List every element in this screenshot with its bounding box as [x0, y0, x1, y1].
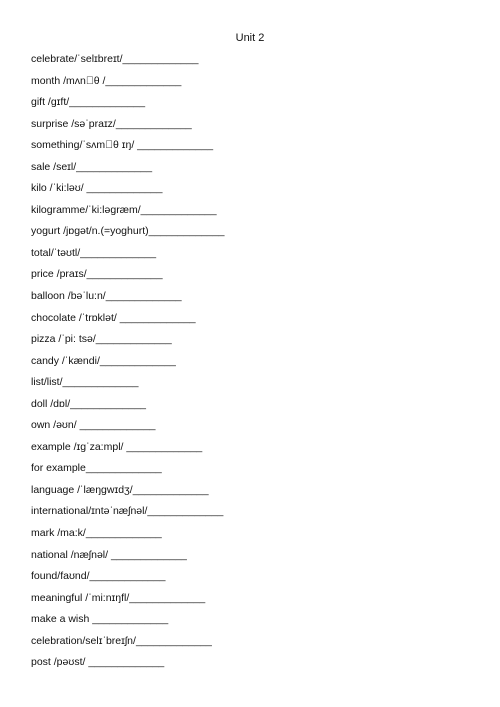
vocab-entry: found/faʊnd/_____________ — [31, 570, 166, 583]
vocab-entry: post /pəʊst/ _____________ — [31, 656, 165, 669]
vocab-entry: meaningful /ˈmi:nɪŋfl/_____________ — [31, 591, 206, 604]
vocab-entry: mark /ma:k/_____________ — [31, 527, 162, 540]
vocab-entry: international/ɪntəˈnæʃnəl/_____________ — [31, 505, 224, 518]
vocab-entry: national /næʃnəl/ _____________ — [31, 548, 187, 561]
vocab-entry: chocolate /ˈtrɒklət/ _____________ — [31, 311, 196, 324]
vocab-entry: price /praɪs/_____________ — [31, 268, 163, 281]
vocab-entry: month /mʌn θ /_____________ — [31, 74, 182, 87]
vocab-entry: kilo /ˈki:ləʊ/ _____________ — [31, 182, 163, 195]
vocab-entry: gift /gɪft/_____________ — [31, 96, 146, 109]
vocab-entry: surprise /səˈpraɪz/_____________ — [31, 117, 192, 130]
vocab-entry: make a wish _____________ — [31, 613, 169, 626]
vocab-entry: own /əʊn/ _____________ — [31, 419, 156, 432]
vocab-entry: balloon /bəˈlu:n/_____________ — [31, 290, 182, 303]
vocab-entry: celebration/selɪˈbreɪʃn/_____________ — [31, 634, 212, 647]
vocab-entry: candy /ˈkændi/_____________ — [31, 354, 176, 367]
vocab-entry: kilogramme/ˈki:ləgræm/_____________ — [31, 203, 217, 216]
vocab-entry: total/ˈtəʊtl/_____________ — [31, 246, 157, 259]
vocab-entry: yogurt /jɒgət/n.(=yoghurt)_____________ — [31, 225, 225, 238]
vocab-entry: something/ˈsʌm θ ɪŋ/ _____________ — [31, 139, 214, 152]
vocab-entry: example /ɪgˈza:mpl/ _____________ — [31, 440, 203, 453]
page-title: Unit 2 — [235, 32, 265, 44]
vocab-entry: sale /seɪl/_____________ — [31, 160, 153, 173]
vocab-entry: doll /dɒl/_____________ — [31, 397, 147, 410]
vocabulary-list — [31, 52, 471, 677]
vocab-entry: for example_____________ — [31, 462, 162, 475]
vocab-entry: language /ˈlæŋgwɪdʒ/_____________ — [31, 483, 209, 496]
vocab-entry: list/list/_____________ — [31, 376, 139, 389]
vocab-entry: celebrate/ˈselɪbreɪt/_____________ — [31, 53, 199, 65]
vocab-entry: pizza /ˈpi: tsə/_____________ — [31, 333, 172, 346]
